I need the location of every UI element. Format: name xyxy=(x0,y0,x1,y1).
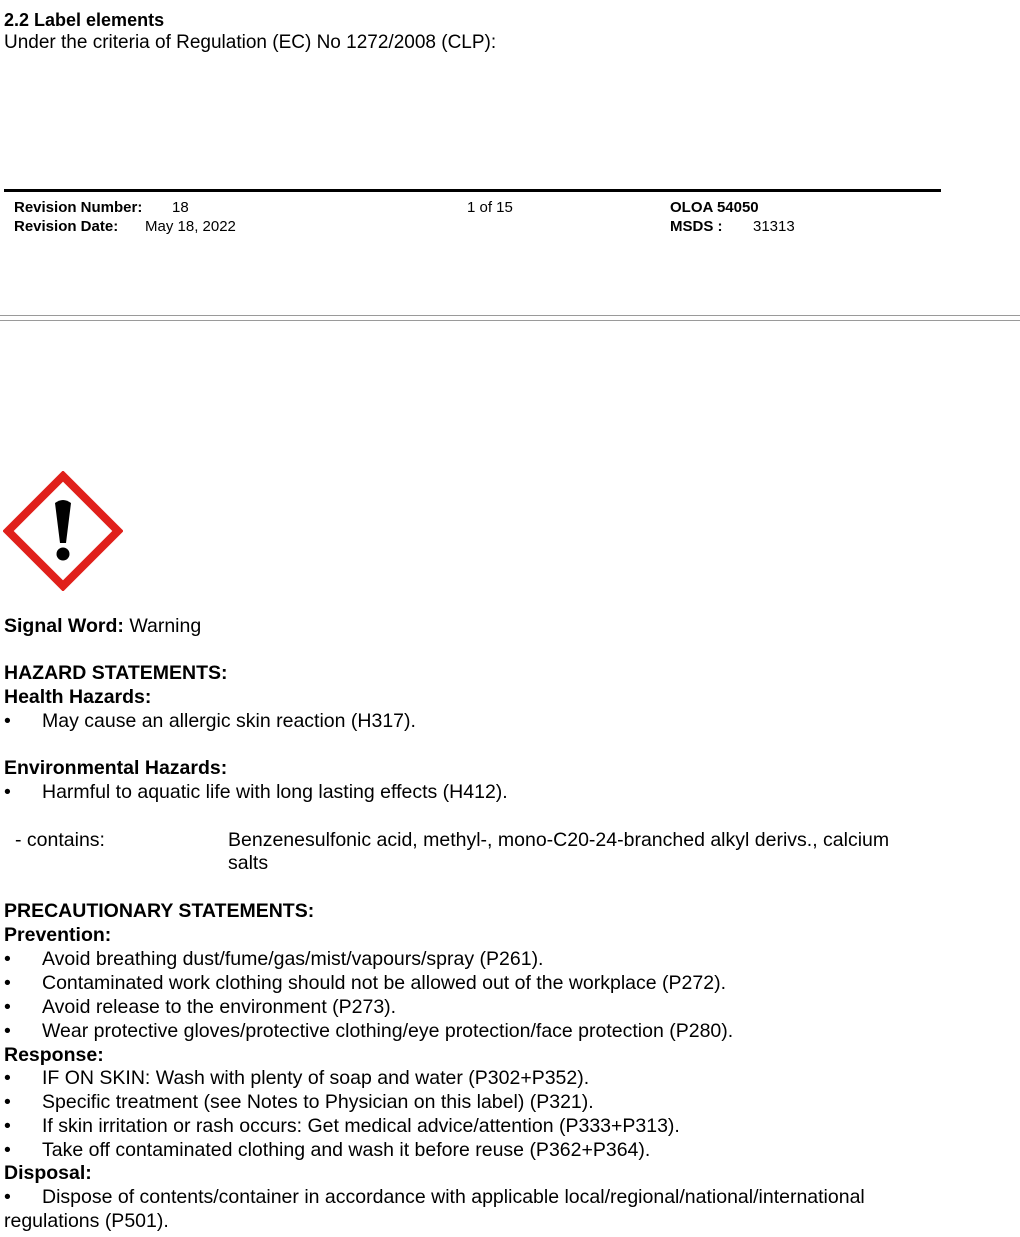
page-separator-top xyxy=(0,315,1020,316)
list-item xyxy=(0,709,1020,733)
list-item xyxy=(0,947,1020,971)
bullet: • xyxy=(4,710,11,732)
health-hazard-text: May cause an allergic skin reaction (H317). xyxy=(42,710,416,732)
response-item-text: If skin irritation or rash occurs: Get medical advice/attention (P333+P313). xyxy=(42,1115,680,1137)
bullet: • xyxy=(4,1186,11,1208)
response-item-text: Specific treatment (see Notes to Physician on this label) (P321). xyxy=(42,1091,594,1113)
list-item xyxy=(0,995,1020,1019)
list-item xyxy=(0,1066,1020,1090)
env-hazard-text: Harmful to aquatic life with long lasting effects (H412). xyxy=(42,781,508,803)
contains-label: - contains: xyxy=(15,829,105,851)
list-item xyxy=(0,1185,1020,1209)
msds-value: 31313 xyxy=(753,218,795,235)
list-item xyxy=(0,971,1020,995)
msds-label xyxy=(670,217,723,236)
page-number: 1 of 15 xyxy=(467,199,513,216)
contains-text-line1: Benzenesulfonic acid, methyl-, mono-C20-24-branched alkyl derivs., calcium xyxy=(228,829,890,851)
page-separator-bottom xyxy=(0,320,1020,321)
bullet: • xyxy=(4,1020,11,1042)
revision-date-label: Revision Date: xyxy=(14,218,119,235)
product-name xyxy=(670,198,759,217)
section-subtitle: Under the criteria of Regulation (EC) No 1272/2008 (CLP): xyxy=(4,32,497,53)
bullet: • xyxy=(4,1091,11,1113)
bullet: • xyxy=(4,996,11,1018)
product-name-text: OLOA 54050 xyxy=(670,199,759,216)
bullet: • xyxy=(4,948,11,970)
exclamation-mark-pictogram-icon xyxy=(3,471,123,591)
msds-label-text: MSDS : xyxy=(670,218,723,235)
prevention-item-text: Contaminated work clothing should not be allowed out of the workplace (P272). xyxy=(42,972,726,994)
revision-number xyxy=(14,198,142,217)
list-item xyxy=(0,1090,1020,1114)
section-title: 2.2 Label elements xyxy=(4,10,165,30)
revision-date xyxy=(14,217,118,236)
hazard-statements-heading: HAZARD STATEMENTS: xyxy=(4,662,228,684)
revision-number-label: Revision Number: xyxy=(14,199,143,216)
contains-text-line2: salts xyxy=(228,852,269,874)
health-hazards-heading: Health Hazards: xyxy=(4,686,152,708)
list-item xyxy=(0,1138,1020,1162)
list-item xyxy=(0,1019,1020,1043)
response-heading: Response: xyxy=(4,1044,104,1066)
footer-rule xyxy=(4,189,941,192)
disposal-heading: Disposal: xyxy=(4,1162,92,1184)
response-item-text: Take off contaminated clothing and wash it before reuse (P362+P364). xyxy=(42,1139,651,1161)
list-item xyxy=(0,1114,1020,1138)
signal-word-value: Warning xyxy=(129,615,202,637)
bullet: • xyxy=(4,781,11,803)
prevention-item-text: Avoid release to the environment (P273). xyxy=(42,996,397,1018)
revision-number-value: 18 xyxy=(172,199,189,216)
list-item xyxy=(0,780,1020,804)
response-item-text: IF ON SKIN: Wash with plenty of soap and water (P302+P352). xyxy=(42,1067,590,1089)
precautionary-statements-heading: PRECAUTIONARY STATEMENTS: xyxy=(4,900,315,922)
revision-date-value: May 18, 2022 xyxy=(145,218,236,235)
disposal-item-continuation: regulations (P501). xyxy=(4,1210,169,1232)
bullet: • xyxy=(4,972,11,994)
bullet: • xyxy=(4,1139,11,1161)
bullet: • xyxy=(4,1067,11,1089)
environmental-hazards-heading: Environmental Hazards: xyxy=(4,757,228,779)
prevention-heading: Prevention: xyxy=(4,924,112,946)
signal-word-label: Signal Word: xyxy=(4,615,124,637)
bullet: • xyxy=(4,1115,11,1137)
prevention-item-text: Wear protective gloves/protective clothing/eye protection/face protection (P280). xyxy=(42,1020,734,1042)
signal-word xyxy=(4,614,201,638)
prevention-item-text: Avoid breathing dust/fume/gas/mist/vapours/spray (P261). xyxy=(42,948,544,970)
disposal-item-text: Dispose of contents/container in accordance with applicable local/regional/national/international xyxy=(42,1186,865,1208)
